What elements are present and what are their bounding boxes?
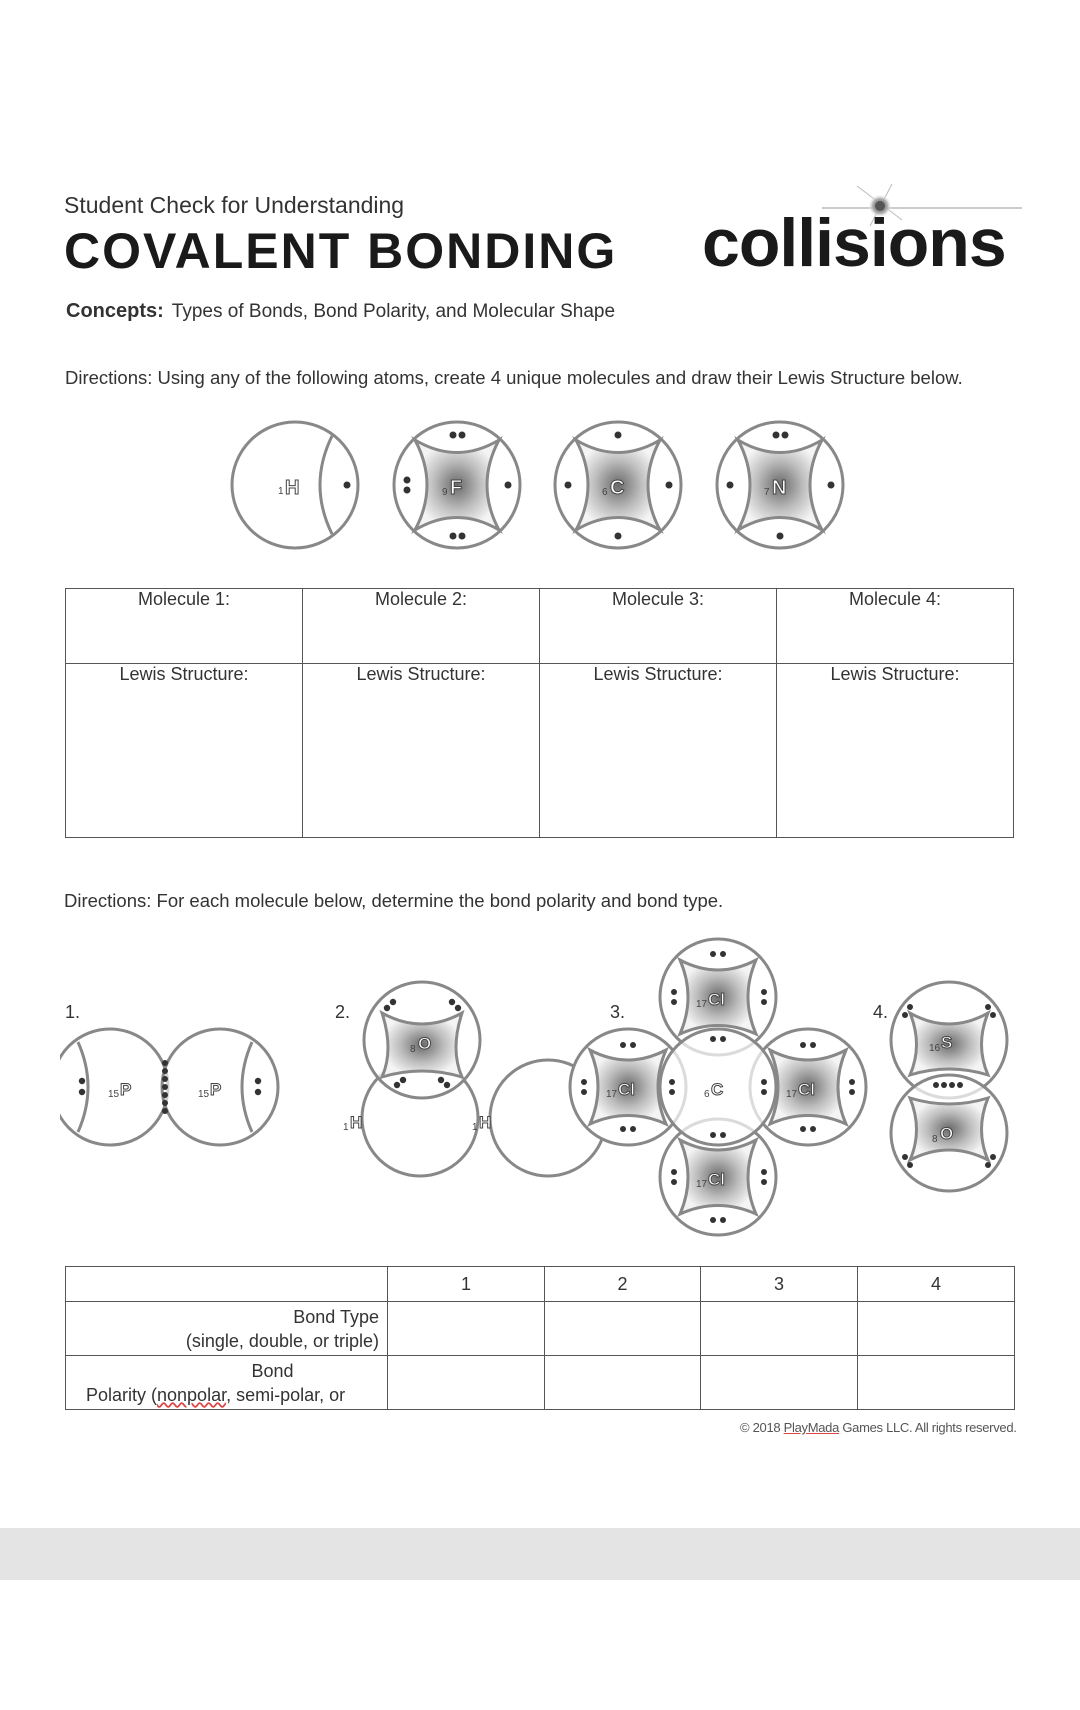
molecule-3-ccl4 [570,939,866,1235]
collisions-logo [702,178,1022,278]
lewis-label: Lewis Structure: [593,664,723,684]
atom-number: 15 [108,1089,120,1100]
atom-symbol: P [210,1080,222,1099]
bond-type-cell-1[interactable] [388,1302,545,1356]
molecule-label: Molecule 2: [374,589,468,609]
atom-number: 1 [472,1122,478,1133]
column-header-3: 3 [701,1267,858,1302]
atom-hydrogen [232,422,358,548]
concepts-label: Concepts: [66,300,164,322]
bond-table [65,1266,1015,1410]
bond-type-label-line2: (single, double, or triple) [185,1330,379,1351]
polarity-cell-4[interactable] [858,1356,1015,1410]
atom-symbol: C [711,1080,724,1099]
atoms-panel [220,410,860,560]
atom-number: 17 [696,999,708,1010]
atom-symbol: H [479,1113,492,1132]
atom-symbol: N [772,477,787,499]
molecule-label: Molecule 4: [848,589,942,609]
atom-number: 17 [786,1089,798,1100]
atom-symbol: H [350,1113,363,1132]
atom-symbol: Cl [708,1170,725,1189]
polarity-label-line1: Bond [251,1360,294,1381]
atom-number: 8 [410,1044,416,1055]
atom-symbol: O [940,1124,954,1143]
polarity-label [66,1356,388,1410]
molecule-2-cell[interactable] [303,589,540,664]
atom-number: 17 [606,1089,618,1100]
atom-symbol: Cl [708,990,725,1009]
molecule-3-cell[interactable] [540,589,777,664]
lewis-label: Lewis Structure: [119,664,249,684]
atom-number: 1 [278,486,284,497]
concepts-text: Types of Bonds, Bond Polarity, and Molecular Shape [171,301,616,322]
molecule-label: Molecule 1: [137,589,231,609]
atom-symbol: S [941,1033,953,1052]
atom-symbol: F [450,477,463,499]
column-header-4: 4 [858,1267,1015,1302]
molecule-4-so [891,982,1007,1191]
subtitle: Student Check for Understanding [64,192,405,218]
polarity-cell-1[interactable] [388,1356,545,1410]
bond-type-cell-4[interactable] [858,1302,1015,1356]
atom-symbol: O [418,1034,432,1053]
column-header-2: 2 [545,1267,701,1302]
column-header-1: 1 [388,1267,545,1302]
polarity-cell-3[interactable] [701,1356,858,1410]
bond-type-label-line1: Bond Type [293,1306,379,1327]
molecule-number-1: 1. [65,1002,81,1022]
lewis-label: Lewis Structure: [356,664,486,684]
atom-nitrogen [717,422,843,548]
molecule-number-4: 4. [873,1002,889,1022]
concepts [66,300,615,323]
molecule-number-2: 2. [335,1002,351,1022]
molecule-2-water [343,982,606,1176]
molecule-number-3: 3. [610,1002,626,1022]
atom-number: 15 [198,1089,210,1100]
atom-symbol: P [120,1080,132,1099]
molecule-1-p2 [60,1029,278,1145]
lewis-label: Lewis Structure: [830,664,960,684]
molecule-label: Molecule 3: [611,589,705,609]
lewis-3-cell[interactable] [540,664,777,838]
atom-number: 7 [764,487,770,498]
atom-number: 1 [343,1122,349,1133]
atom-symbol: H [285,477,300,499]
atom-symbol: Cl [618,1080,635,1099]
bond-type-cell-3[interactable] [701,1302,858,1356]
molecule-4-cell[interactable] [777,589,1014,664]
polarity-cell-2[interactable] [545,1356,701,1410]
atom-carbon [555,422,681,548]
lewis-4-cell[interactable] [777,664,1014,838]
atom-number: 6 [602,487,608,498]
page-title: COVALENT BONDING [64,223,618,279]
molecule-table [65,588,1014,838]
atom-fluorine [394,422,520,548]
logo-text: collisions [702,205,1006,278]
bond-type-cell-2[interactable] [545,1302,701,1356]
bond-type-label [66,1302,388,1356]
atom-symbol: C [610,477,625,499]
atom-number: 8 [932,1134,938,1145]
lewis-1-cell[interactable] [66,664,303,838]
atom-number: 16 [929,1043,941,1054]
directions-2: Directions: For each molecule below, determine the bond polarity and bond type. [64,890,724,911]
lewis-2-cell[interactable] [303,664,540,838]
molecule-1-cell[interactable] [66,589,303,664]
atom-symbol: Cl [798,1080,815,1099]
polarity-label-line2: Polarity (nonpolar, semi-polar, or [86,1384,346,1405]
bottom-bar [0,1528,1080,1580]
corner-cell [66,1267,388,1302]
directions-1: Directions: Using any of the following atoms, create 4 unique molecules and draw their Lewis Structure below. [65,367,963,388]
copyright: © 2018 PlayMada Games LLC. All rights reserved. [740,1420,1017,1435]
molecules-panel [60,935,1020,1240]
atom-number: 6 [704,1089,710,1100]
atom-number: 9 [442,487,448,498]
atom-number: 17 [696,1179,708,1190]
